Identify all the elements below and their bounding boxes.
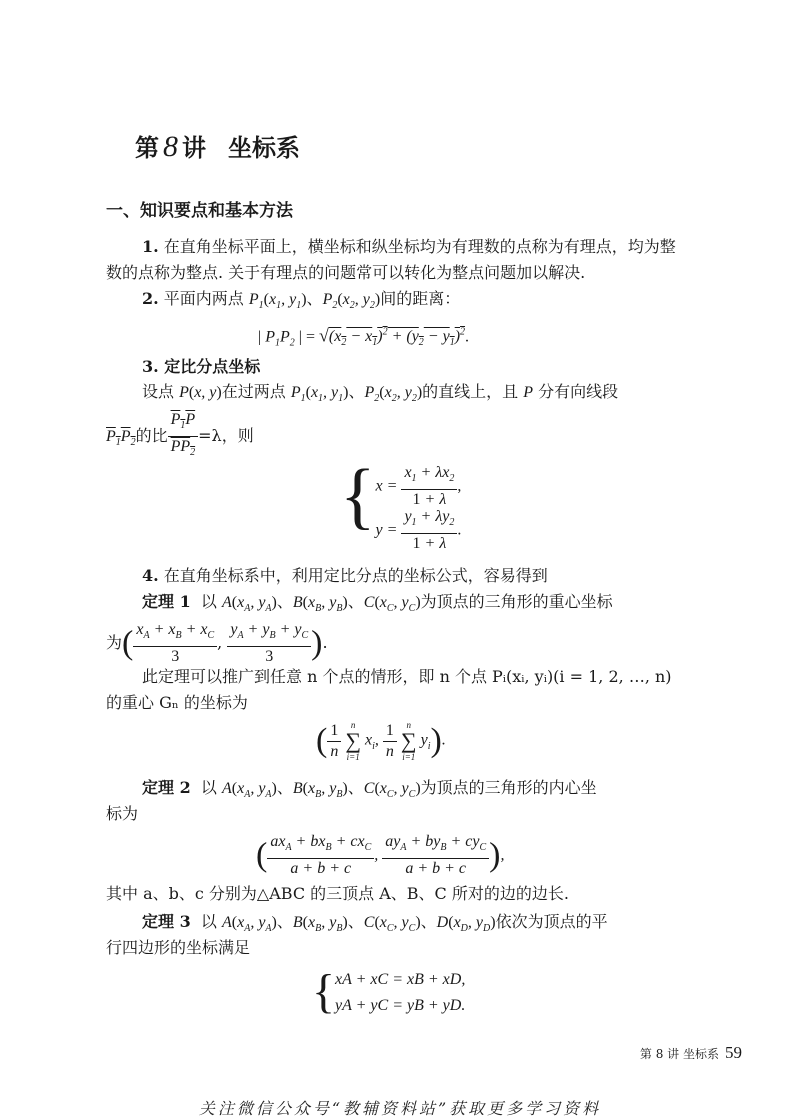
running-footer	[640, 1043, 742, 1063]
p2-number: 2.	[142, 289, 159, 308]
theorem2-line1: 定理 2 以 $A(x_A$, $y_A$)、$B(x_B$, $y_B$)、$C(x_C$, $y_C$)为顶点的三角形的内心坐	[142, 778, 597, 801]
p2-text-a: 平面内两点	[163, 289, 249, 308]
theorem3-text: 依次为顶点的平	[495, 912, 608, 931]
theorem2-label: 定理 2	[142, 778, 191, 797]
p2-text-c: 间的距离：	[380, 289, 461, 308]
section-heading: 一、知识要点和基本方法	[106, 201, 293, 221]
theorem1-text: 为顶点的三角形的重心坐标	[420, 592, 613, 611]
parallelogram-formula: { xA + xC = xB + xD, yA + yC = yB + yD.	[312, 970, 465, 1022]
theorem2-text: 为顶点的三角形的内心坐	[420, 778, 597, 797]
theorem2-note: 其中 a、b、c 分别为△ABC 的三顶点 A、B、C 所对的边的边长.	[106, 884, 569, 903]
p1-text-1: 在直角坐标平面上，横坐标和纵坐标均为有理数的点称为有理点，均为整	[163, 237, 676, 256]
footer-chapter: 第 8 讲 坐标系	[639, 1047, 719, 1061]
theorem1-line1: 定理 1 以 $A(x_A$, $y_A$)、$B(x_B$, $y_B$)、$C(x_C$, $y_C$)为顶点的三角形的重心坐标	[142, 592, 613, 615]
p1-line1	[142, 237, 676, 257]
p1-line2: 数的点称为整点. 关于有理点的问题常可以转化为整点问题加以解决.	[106, 263, 586, 282]
theorem2-line2: 标为	[106, 804, 139, 823]
page-title	[135, 128, 300, 164]
section-formula: { x = $\frac{x_1 + \lambda x_2}{1 + \lambda}$ , y = $\frac{y_1 + \lambda y_2}{1 + \lambda}$ .	[340, 455, 462, 553]
parallelogram-eq-x: xA + xC = xB + xD,	[335, 971, 466, 988]
theorem3-label: 定理 3	[142, 912, 191, 931]
p3-text-f: =λ，则	[198, 426, 254, 446]
parallelogram-eq-y: yA + yC = yB + yD.	[335, 997, 466, 1014]
p3-text-e: 的比	[135, 426, 168, 446]
theorem1-line2: 为( $\frac{x_A + x_B + x_C}{3}$ , $\frac{y_A + y_B + y_C}{3}$ ).	[106, 621, 328, 666]
p4-line	[142, 566, 548, 586]
lecture-suffix: 讲	[182, 133, 206, 162]
incenter-formula: ( $\frac{ax_A + bx_B + cx_C}{a + b + c}$ , $\frac{ay_A + by_B + cy_C}{a + b + c}$ ),	[256, 833, 505, 878]
p4-number: 4.	[142, 566, 159, 585]
lecture-prefix: 第	[135, 133, 159, 162]
p3-text-d: 分有向线段	[533, 382, 619, 401]
p3-text-b: 在过两点	[221, 382, 291, 401]
p3-line2: $P_1P_2$的比 $\frac{P_1P}{PP_2}$ =λ，则	[106, 410, 254, 463]
p2-text-b: 、	[306, 289, 323, 308]
theorem1-prefix: 为	[106, 633, 123, 653]
lecture-title: 坐标系	[228, 133, 300, 162]
theorem1-label: 定理 1	[142, 592, 191, 611]
p1-number: 1.	[142, 237, 159, 256]
p4-text: 在直角坐标系中，利用定比分点的坐标公式，容易得到	[163, 566, 548, 585]
lecture-number: 8	[163, 130, 178, 163]
distance-formula: | $P_1P_2$ | = $√(x_2 - x_1)^2 + (y_2 - y_1)^2$.	[258, 325, 470, 349]
theorem3-line1: 定理 3 以 $A(x_A$, $y_A$)、$B(x_B$, $y_B$)、$C(x_C$, $y_C$)、$D(x_D$, $y_D$)依次为顶点的平	[142, 912, 608, 935]
page-number: 59	[725, 1043, 742, 1062]
p3-text-a: 设点	[142, 382, 180, 401]
generalization-line2: 的重心 Gₙ 的坐标为	[106, 693, 248, 712]
p3-heading: 3. 定比分点坐标	[142, 357, 261, 376]
theorem3-line2: 行四边形的坐标满足	[106, 938, 251, 957]
p3-text-c: 的直线上，且	[422, 382, 524, 401]
ratio-fraction: $\frac{P_1P}{PP_2}$	[168, 410, 199, 463]
p3-line1: 设点 P(x, y)在过两点 $P_1(x_1$, $y_1$)、$P_2(x_2$, $y_2$)的直线上，且 P 分有向线段	[142, 382, 619, 405]
p2-line: 2. 平面内两点 $P_1(x_1$, $y_1$)、$P_2(x_2$, $y_2$)间的距离：	[142, 289, 461, 312]
watermark-text: 关注微信公众号“教辅资料站”获取更多学习资料	[198, 1099, 602, 1118]
centroid-n-formula: ( $\frac{1}{n}$ n ∑ i=1 $x_i$, $\frac{1}{n}$ n ∑ i=1 $y_i$).	[316, 720, 446, 762]
generalization-line1: 此定理可以推广到任意 n 个点的情形，即 n 个点 Pᵢ(xᵢ, yᵢ)(i = 1, 2, …, n)	[142, 667, 672, 686]
